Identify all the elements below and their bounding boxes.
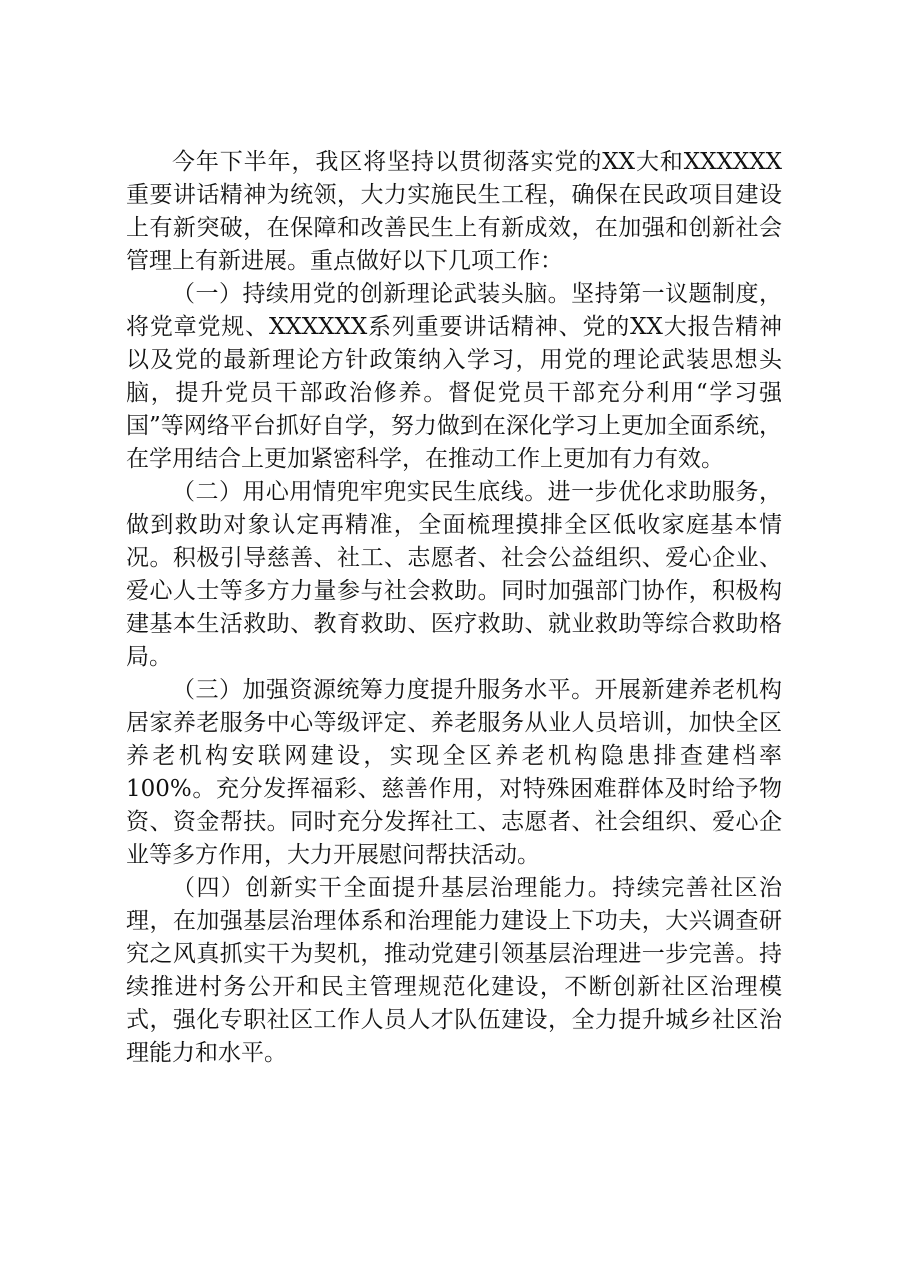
paragraph-section-2: （二）用心用情兜牢兜实民生底线。进一步优化求助服务，做到救助对象认定再精准，全面梳理摸排全区低收家庭基本情况。积极引导慈善、社工、志愿者、社会公益组织、爱心企业、爱心人士等多方力量参与社会救助。同时加强部门协作，积极构建基本生活救助、教育救助、医疗救助、就业救助等综合救助格局。 — [126, 479, 782, 670]
document-body — [126, 146, 782, 1070]
paragraph-section-4: （四）创新实干全面提升基层治理能力。持续完善社区治理，在加强基层治理体系和治理能力建设上下功夫，大兴调查研究之风真抓实干为契机，推动党建引领基层治理进一步完善。持续推进村务公开和民主管理规范化建设，不断创新社区治理模式，强化专职社区工作人员人才队伍建设，全力提升城乡社区治理能力和水平。 — [126, 875, 782, 1066]
paragraph-section-1: （一）持续用党的创新理论武装头脑。坚持第一议题制度，将党章党规、XXXXXX系列重要讲话精神、党的XX大报告精神以及党的最新理论方针政策纳入学习，用党的理论武装思想头脑，提升党员干部政治修养。督促党员干部充分利用“学习强国”等网络平台抓好自学，努力做到在深化学习上更加全面系统，在学用结合上更加紧密科学，在推动工作上更加有力有效。 — [126, 281, 782, 472]
paragraph-intro: 今年下半年，我区将坚持以贯彻落实党的XX大和XXXXXX重要讲话精神为统领，大力实施民生工程，确保在民政项目建设上有新突破，在保障和改善民生上有新成效，在加强和创新社会管理上有新进展。重点做好以下几项工作： — [126, 149, 782, 274]
paragraph-section-3: （三）加强资源统筹力度提升服务水平。开展新建养老机构居家养老服务中心等级评定、养老服务从业人员培训，加快全区养老机构安联网建设，实现全区养老机构隐患排查建档率100%。充分发挥福彩、慈善作用，对特殊困难群体及时给予物资、资金帮扶。同时充分发挥社工、志愿者、社会组织、爱心企业等多方作用，大力开展慰问帮扶活动。 — [126, 677, 782, 868]
